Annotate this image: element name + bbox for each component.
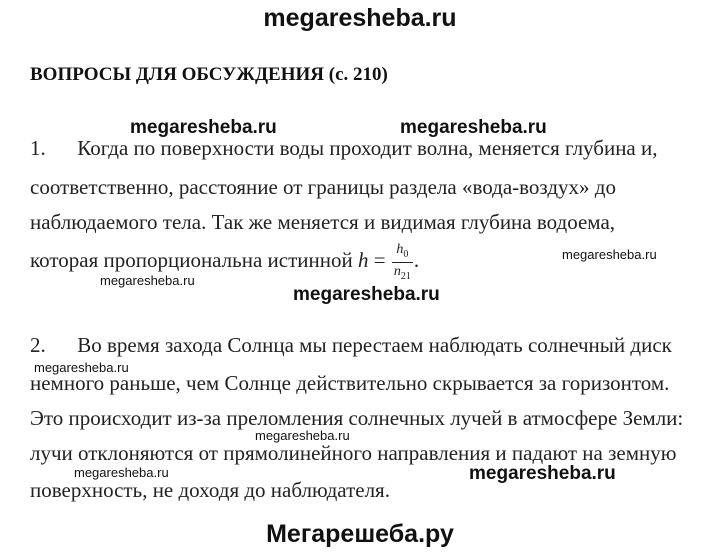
q1-line-2: соответственно, расстояние от границы раздела «вода-воздух» до: [30, 175, 616, 199]
q2-line-4: лучи отклоняются от прямолинейного направления и падают на земную: [30, 441, 677, 465]
q2-line-5: поверхность, не доходя до наблюдателя.: [30, 478, 390, 502]
formula-denominator: [392, 263, 413, 282]
q1-line-4: [30, 243, 419, 282]
q2-line-2: немного раньше, чем Солнце действительно скрывается за горизонтом.: [30, 371, 670, 395]
q2-line-1: 2. Во время захода Солнца мы перестаем наблюдать солнечный диск: [30, 333, 672, 357]
q2-line-3: Это происходит из-за преломления солнечных лучей в атмосфере Земли:: [30, 406, 684, 430]
formula-fraction: [392, 243, 413, 282]
q1-line-1: 1. Когда по поверхности воды проходит волна, меняется глубина и,: [30, 136, 658, 160]
watermark: megaresheba.ru: [130, 117, 277, 138]
watermark: megaresheba.ru: [293, 284, 440, 305]
site-header: megaresheba.ru: [263, 4, 457, 32]
q1-line-3: наблюдаемого тела. Так же меняется и видимая глубина водоема,: [30, 210, 616, 234]
numerator-sub: 0: [403, 248, 409, 260]
watermark: megaresheba.ru: [100, 273, 195, 288]
watermark: megaresheba.ru: [34, 360, 129, 375]
watermark: megaresheba.ru: [562, 247, 657, 262]
denominator-sub: 21: [400, 270, 411, 282]
site-footer: Мегарешеба.ру: [266, 520, 454, 548]
watermark: megaresheba.ru: [469, 463, 616, 484]
section-heading: ВОПРОСЫ ДЛЯ ОБСУЖДЕНИЯ (с. 210): [30, 64, 388, 85]
denominator-var: n: [393, 263, 401, 279]
watermark: megaresheba.ru: [74, 465, 169, 480]
watermark: megaresheba.ru: [255, 428, 350, 443]
formula: [358, 242, 420, 282]
q1-line-4-text: которая пропорциональна истинной: [30, 248, 358, 273]
formula-numerator: [392, 243, 413, 263]
formula-equals: =: [368, 248, 391, 273]
formula-tail: .: [413, 248, 420, 273]
formula-lhs: h: [358, 248, 369, 273]
watermark: megaresheba.ru: [400, 117, 547, 138]
numerator-var: h: [396, 242, 404, 257]
